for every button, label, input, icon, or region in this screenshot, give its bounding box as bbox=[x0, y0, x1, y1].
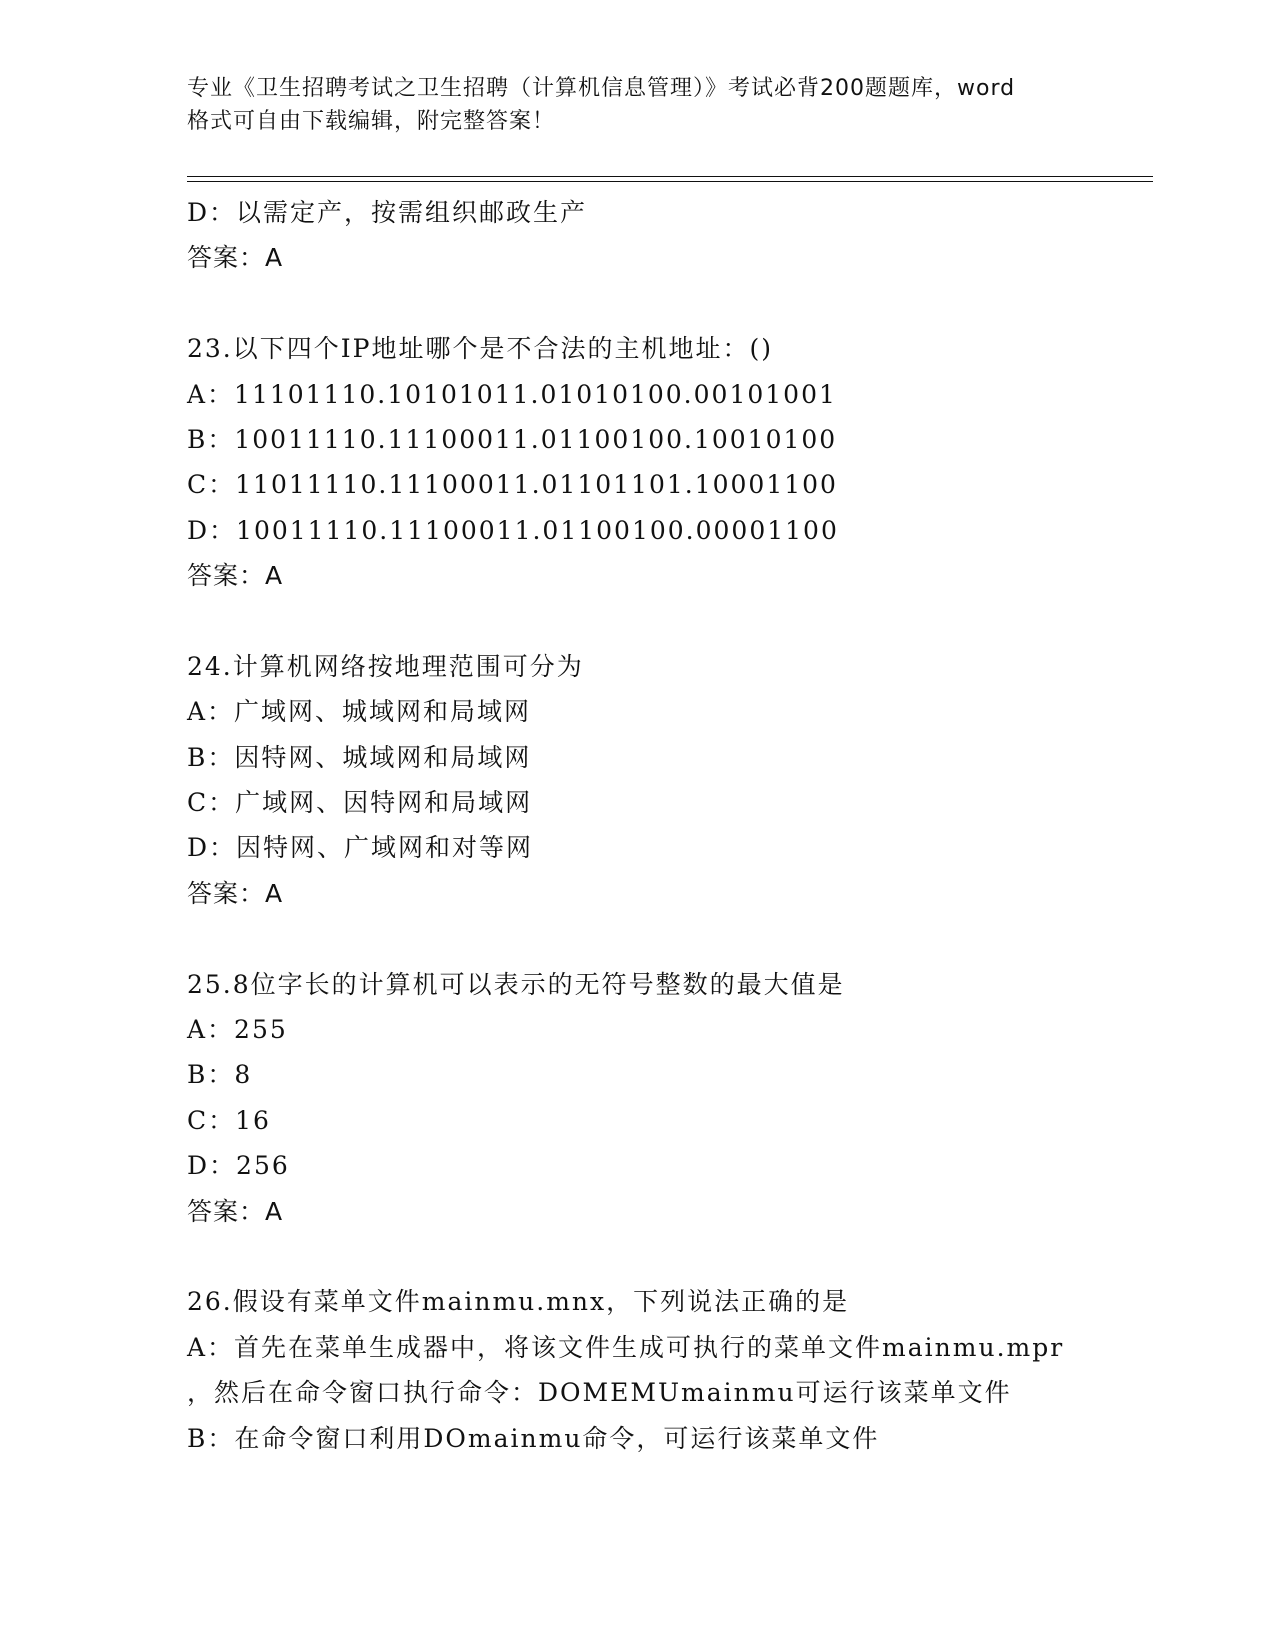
question-stem-23: 23.以下四个IP地址哪个是不合法的主机地址：() bbox=[187, 334, 773, 364]
spacer bbox=[187, 1234, 1147, 1279]
option-b: B：10011110.11100011.01100100.10010100 bbox=[187, 424, 838, 454]
header-divider-top bbox=[187, 176, 1153, 177]
option-a-continued: ，然后在命令窗口执行命令：DOMEMUmainmu可运行该菜单文件 bbox=[187, 1378, 1012, 1408]
header-divider-bottom bbox=[187, 181, 1153, 182]
header-line-2: 格式可自由下载编辑，附完整答案！ bbox=[187, 109, 556, 134]
option-b: B：8 bbox=[187, 1060, 253, 1090]
option-d: D：因特网、广域网和对等网 bbox=[187, 833, 534, 863]
spacer bbox=[187, 599, 1147, 644]
option-d: D：以需定产，按需组织邮政生产 bbox=[187, 198, 588, 227]
document-header bbox=[187, 72, 1107, 138]
answer: 答案：A bbox=[187, 1196, 284, 1226]
answer: 答案：A bbox=[187, 243, 284, 273]
answer: 答案：A bbox=[187, 561, 284, 591]
option-a: A：11101110.10101011.01010100.00101001 bbox=[187, 379, 837, 409]
option-d: D：10011110.11100011.01100100.00001100 bbox=[187, 515, 839, 545]
answer: 答案：A bbox=[187, 878, 284, 908]
question-stem-24: 24.计算机网络按地理范围可分为 bbox=[187, 651, 584, 681]
header-line-1: 专业《卫生招聘考试之卫生招聘（计算机信息管理）》考试必背200题题库，word bbox=[187, 76, 1016, 101]
option-a: A：广域网、城域网和局域网 bbox=[187, 697, 532, 727]
option-c: C：16 bbox=[187, 1105, 271, 1135]
option-d: D：256 bbox=[187, 1151, 290, 1181]
option-b: B：在命令窗口利用DOmainmu命令，可运行该菜单文件 bbox=[187, 1423, 880, 1453]
option-b: B：因特网、城域网和局域网 bbox=[187, 742, 532, 772]
question-stem-26: 26.假设有菜单文件mainmu.mnx，下列说法正确的是 bbox=[187, 1287, 850, 1317]
spacer bbox=[187, 281, 1147, 326]
question-list bbox=[187, 190, 1147, 1461]
option-c: C：广域网、因特网和局域网 bbox=[187, 788, 533, 818]
option-c: C：11011110.11100011.01101101.10001100 bbox=[187, 470, 838, 500]
spacer bbox=[187, 916, 1147, 961]
option-a: A：255 bbox=[187, 1015, 288, 1045]
question-stem-25: 25.8位字长的计算机可以表示的无符号整数的最大值是 bbox=[187, 969, 845, 999]
option-a: A：首先在菜单生成器中，将该文件生成可执行的菜单文件mainmu.mpr bbox=[187, 1332, 1065, 1362]
